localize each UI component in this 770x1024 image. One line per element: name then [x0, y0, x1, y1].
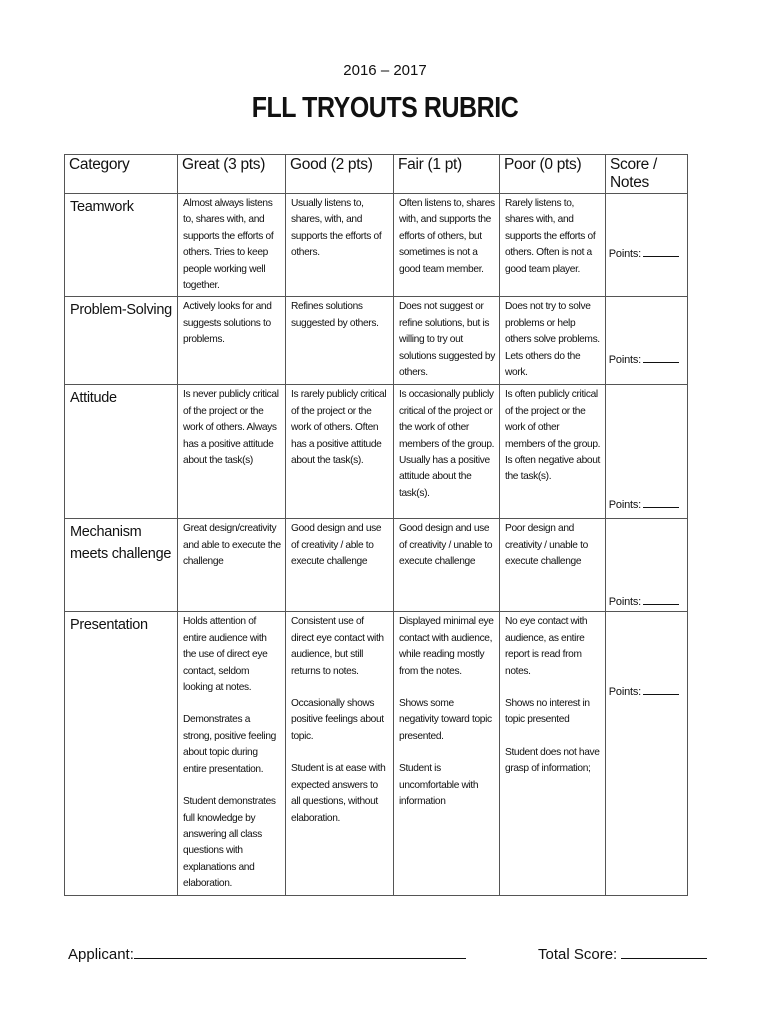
problem-solving-good: Refines solutions suggested by others. — [286, 297, 394, 385]
presentation-poor: No eye contact with audience, as entire report is read from notes. Shows no interest in topic presented Student does not have grasp of information; — [500, 612, 606, 895]
column-header-poor: Poor (0 pts) — [500, 155, 606, 194]
problem-solving-poor: Does not try to solve problems or help others solve problems. Lets others do the work. — [500, 297, 606, 385]
attitude-score-cell[interactable] — [606, 385, 688, 519]
table-row — [65, 612, 688, 895]
problem-solving-great: Actively looks for and suggests solutions to problems. — [178, 297, 286, 385]
total-score-line[interactable] — [621, 943, 707, 959]
mechanism-score-cell[interactable] — [606, 519, 688, 612]
points-field[interactable]: Points: — [609, 594, 679, 608]
points-field[interactable]: Points: — [609, 246, 679, 260]
teamwork-fair: Often listens to, shares with, and supports the efforts of others, but sometimes is not a good team member. — [394, 194, 500, 297]
applicant-field[interactable] — [68, 943, 466, 963]
page-title: FLL TRYOUTS RUBRIC — [251, 92, 519, 124]
points-field[interactable]: Points: — [609, 352, 679, 366]
presentation-score-cell[interactable] — [606, 612, 688, 895]
column-header-fair: Fair (1 pt) — [394, 155, 500, 194]
mechanism-great: Great design/creativity and able to execute the challenge — [178, 519, 286, 612]
presentation-fair: Displayed minimal eye contact with audience, while reading mostly from the notes. Shows some negativity toward topic presented. Student is uncomfortable with information — [394, 612, 500, 895]
total-score-label: Total Score: — [538, 946, 618, 963]
year-heading: 2016 – 2017 — [343, 62, 427, 79]
table-row — [65, 385, 688, 519]
points-field[interactable]: Points: — [609, 497, 679, 511]
rubric-table — [64, 154, 688, 896]
teamwork-poor: Rarely listens to, shares with, and supports the efforts of others. Often is not a good team player. — [500, 194, 606, 297]
table-row — [65, 194, 688, 297]
column-header-good: Good (2 pts) — [286, 155, 394, 194]
attitude-poor: Is often publicly critical of the project or the work of other members of the group. Is often negative about the task(s). — [500, 385, 606, 519]
mechanism-fair: Good design and use of creativity / unable to execute challenge — [394, 519, 500, 612]
teamwork-good: Usually listens to, shares, with, and supports the efforts of others. — [286, 194, 394, 297]
table-row — [65, 519, 688, 612]
problem-solving-fair: Does not suggest or refine solutions, but is willing to try out solutions suggested by others. — [394, 297, 500, 385]
mechanism-poor: Poor design and creativity / unable to execute challenge — [500, 519, 606, 612]
category-mechanism-meets-challenge: Mechanism meets challenge — [65, 519, 178, 612]
teamwork-great: Almost always listens to, shares with, and supports the efforts of others. Tries to keep people working well together. — [178, 194, 286, 297]
points-field[interactable]: Points: — [609, 684, 679, 698]
applicant-label: Applicant: — [68, 946, 134, 963]
category-attitude: Attitude — [65, 385, 178, 519]
column-header-score-notes: Score / Notes — [606, 155, 688, 194]
presentation-great: Holds attention of entire audience with the use of direct eye contact, seldom looking at notes. Demonstrates a strong, positive feeling about topic during entire presentation. Student demonstrates full knowledge by answering all class questions with explanations and elaboration. — [178, 612, 286, 895]
category-problem-solving: Problem-Solving — [65, 297, 178, 385]
table-row — [65, 297, 688, 385]
problem-solving-score-cell[interactable] — [606, 297, 688, 385]
category-presentation: Presentation — [65, 612, 178, 895]
applicant-line[interactable] — [134, 943, 466, 959]
category-teamwork: Teamwork — [65, 194, 178, 297]
attitude-fair: Is occasionally publicly critical of the project or the work of other members of the group. Usually has a positive attitude about the task(s). — [394, 385, 500, 519]
column-header-great: Great (3 pts) — [178, 155, 286, 194]
column-header-category: Category — [65, 155, 178, 194]
mechanism-good: Good design and use of creativity / able to execute challenge — [286, 519, 394, 612]
teamwork-score-cell[interactable] — [606, 194, 688, 297]
attitude-good: Is rarely publicly critical of the project or the work of others. Often has a positive attitude about the task(s). — [286, 385, 394, 519]
table-header-row — [65, 155, 688, 194]
attitude-great: Is never publicly critical of the project or the work of others. Always has a positive attitude about the task(s) — [178, 385, 286, 519]
total-score-field[interactable] — [538, 943, 707, 963]
presentation-good: Consistent use of direct eye contact with audience, but still returns to notes. Occasionally shows positive feelings about topic. Student is at ease with expected answers to all questions, without elaboration. — [286, 612, 394, 895]
